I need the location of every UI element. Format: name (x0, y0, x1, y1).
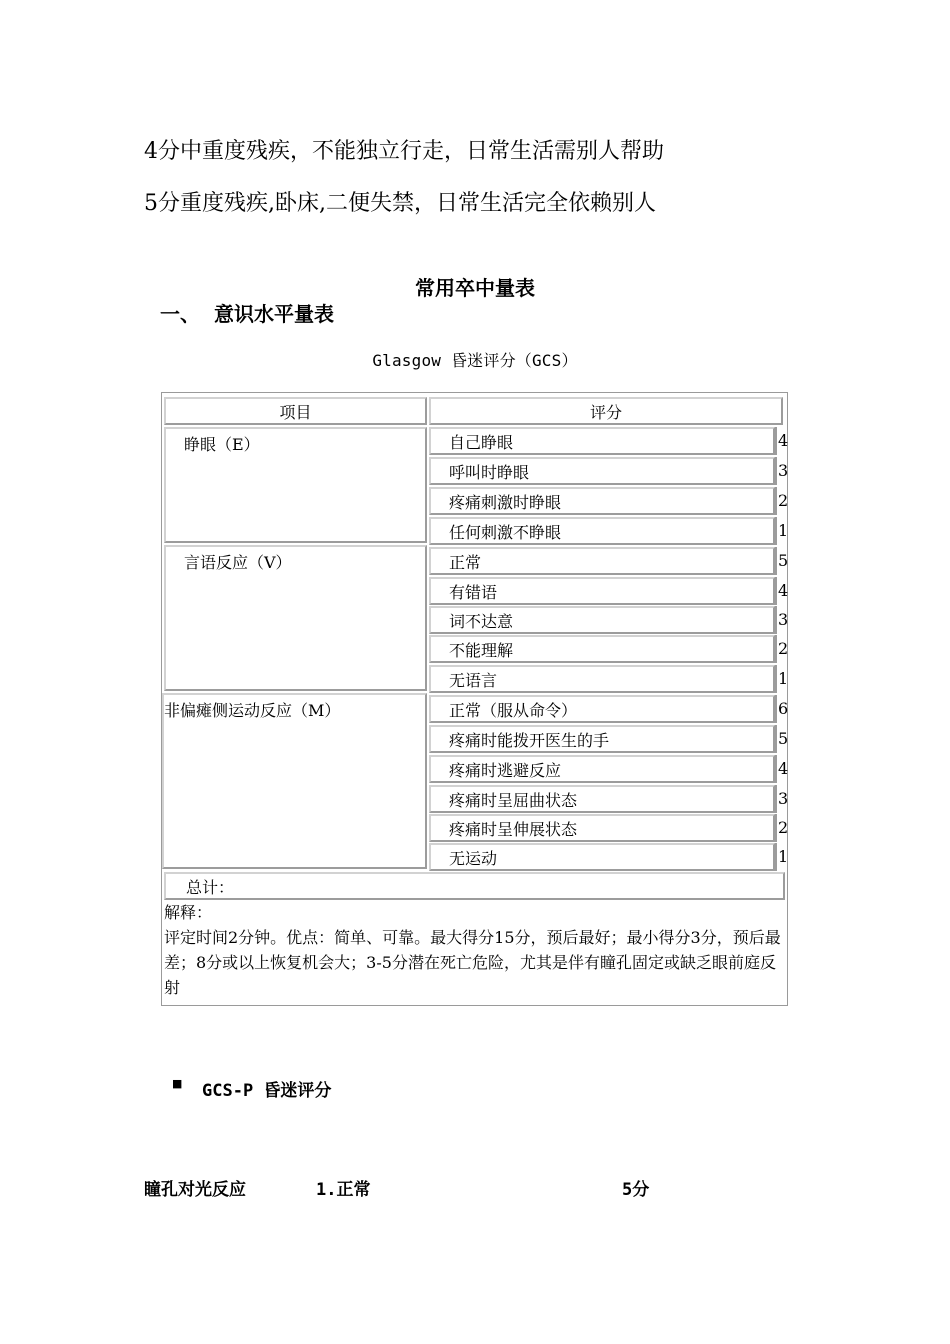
bullet-icon: ■ (172, 1077, 183, 1090)
pupil-reflex-option: 1.正常 (316, 1180, 371, 1200)
header-item: 项目 (164, 397, 427, 425)
option-cell: 无运动 (429, 843, 775, 871)
section-title: 意识水平量表 (214, 302, 334, 326)
score-cell: 4 (775, 427, 787, 455)
score-cell: 2 (775, 635, 787, 663)
paragraph-level-5: 5分重度残疾,卧床,二便失禁，日常生活完全依赖别人 (144, 191, 656, 216)
explanation-label: 解释： (164, 903, 213, 922)
score-cell: 2 (775, 814, 787, 842)
option-cell: 疼痛刺激时睁眼 (429, 487, 775, 515)
option-cell: 正常 (429, 547, 775, 575)
score-cell: 3 (775, 785, 787, 813)
option-cell: 疼痛时能拨开医生的手 (429, 725, 775, 753)
score-cell: 1 (775, 843, 787, 871)
option-cell: 不能理解 (429, 635, 775, 663)
option-cell: 自己睁眼 (429, 427, 775, 455)
gcsp-title: GCS-P 昏迷评分 (202, 1081, 332, 1101)
option-cell: 呼叫时睁眼 (429, 457, 775, 485)
score-cell: 4 (775, 755, 787, 783)
gcs-table (161, 392, 788, 1006)
group-label-eye: 睁眼（E） (164, 427, 427, 543)
paragraph-level-4: 4分中重度残疾，不能独立行走，日常生活需别人帮助 (144, 139, 664, 164)
option-cell: 疼痛时逃避反应 (429, 755, 775, 783)
group-label-motor: 非偏瘫侧运动反应（M） (162, 693, 427, 869)
pupil-reflex-score: 5分 (622, 1180, 650, 1200)
explanation (164, 900, 786, 1000)
option-cell: 疼痛时呈伸展状态 (429, 814, 775, 842)
option-cell: 词不达意 (429, 606, 775, 634)
score-cell: 4 (775, 577, 787, 605)
score-cell: 2 (775, 487, 787, 515)
score-cell: 3 (775, 606, 787, 634)
score-cell: 3 (775, 457, 787, 485)
option-cell: 无语言 (429, 665, 775, 693)
explanation-text: 评定时间2分钟。优点：简单、可靠。最大得分15分，预后最好；最小得分3分，预后最差；8分或以上恢复机会大；3-5分潜在死亡危险，尤其是伴有瞳孔固定或缺乏眼前庭反射 (164, 928, 781, 997)
option-cell: 任何刺激不睁眼 (429, 517, 775, 545)
header-score: 评分 (429, 397, 783, 425)
score-cell: 1 (775, 517, 787, 545)
total-row: 总计： (164, 872, 785, 900)
option-cell: 疼痛时呈屈曲状态 (429, 785, 775, 813)
document-title: 常用卒中量表 (415, 276, 535, 300)
option-cell: 有错语 (429, 577, 775, 605)
option-cell: 正常（服从命令） (429, 695, 775, 723)
score-cell: 6 (775, 695, 787, 723)
group-label-verbal: 言语反应（V） (164, 545, 427, 691)
section-number: 一、 (160, 302, 200, 326)
table-caption: Glasgow 昏迷评分（GCS） (372, 351, 578, 370)
score-cell: 1 (775, 665, 787, 693)
score-cell: 5 (775, 547, 787, 575)
section-heading (160, 298, 334, 327)
score-cell: 5 (775, 725, 787, 753)
pupil-reflex-label: 瞳孔对光反应 (144, 1180, 246, 1200)
